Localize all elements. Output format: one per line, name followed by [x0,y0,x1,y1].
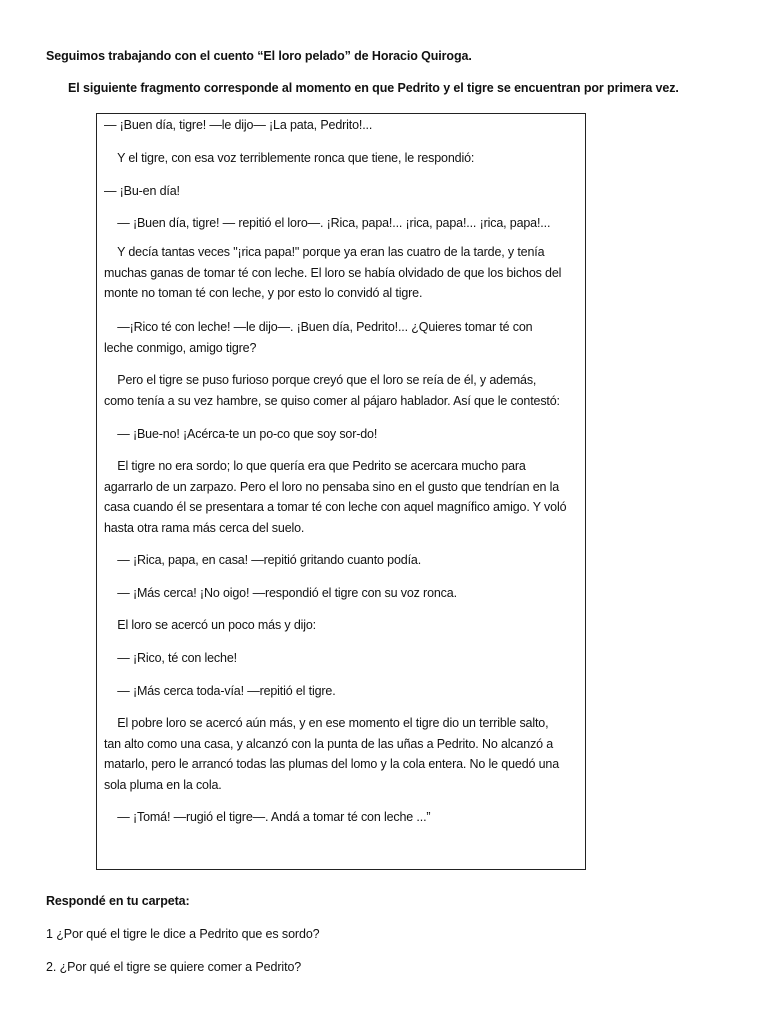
excerpt-paragraph [104,615,582,636]
excerpt-line: casa cuando él se presentara a tomar té con leche con aquel magnífico amigo. Y voló [104,500,567,514]
excerpt-line: El tigre no era sordo; lo que quería era que Pedrito se acercara mucho para [104,459,526,473]
excerpt-line: El loro se acercó un poco más y dijo: [104,618,317,632]
question-2: 2. ¿Por qué el tigre se quiere comer a Pedrito? [46,960,302,974]
excerpt-line: — ¡Buen día, tigre! —le dijo— ¡La pata, Pedrito!... [104,118,373,132]
excerpt-line: tan alto como una casa, y alcanzó con la punta de las uñas a Pedrito. No alcanzó a [104,736,554,751]
excerpt-paragraph [104,148,582,169]
excerpt-paragraph [104,713,582,795]
question-1: 1 ¿Por qué el tigre le dice a Pedrito que es sordo? [46,927,320,941]
excerpt-paragraph [104,583,582,604]
excerpt-line: — ¡Bu-en día! [104,184,180,198]
excerpt-paragraph [104,242,582,304]
excerpt-line: monte no toman té con leche, y por esto lo convidó al tigre. [104,286,423,300]
excerpt-line: Y decía tantas veces "¡rica papa!" porque ya eran las cuatro de la tarde, y tenía [104,245,545,259]
excerpt-paragraph [104,370,582,411]
excerpt-paragraph [104,317,582,358]
excerpt-line: — ¡Más cerca! ¡No oigo! —respondió el tigre con su voz ronca. [104,586,457,600]
excerpt-line: — ¡Rico, té con leche! [104,651,237,665]
excerpt-line: hasta otra rama más cerca del suelo. [104,520,305,535]
excerpt-line: agarrarlo de un zarpazo. Pero el loro no pensaba sino en el gusto que tendrían en la [104,479,560,494]
excerpt-line: — ¡Bue-no! ¡Acérca-te un po-co que soy sor-do! [104,427,378,441]
excerpt-paragraph [104,115,582,136]
excerpt-line: muchas ganas de tomar té con leche. El loro se había olvidado de que los bichos del [104,265,562,280]
questions-heading: Respondé en tu carpeta: [46,894,190,908]
excerpt-paragraph [104,456,582,538]
excerpt-paragraph [104,213,582,234]
excerpt-line: El pobre loro se acercó aún más, y en ese momento el tigre dio un terrible salto, [104,716,549,730]
excerpt-line: — ¡Más cerca toda-vía! —repitió el tigre. [104,684,336,698]
excerpt-line: — ¡Tomá! —rugió el tigre—. Andá a tomar té con leche ...” [104,810,431,824]
excerpt-paragraph [104,807,582,828]
intro-line-1: Seguimos trabajando con el cuento “El loro pelado” de Horacio Quiroga. [46,49,472,63]
excerpt-line: — ¡Rica, papa, en casa! —repitió gritando cuanto podía. [104,553,422,567]
intro-line-2: El siguiente fragmento corresponde al momento en que Pedrito y el tigre se encuentran por primera vez. [68,81,679,95]
excerpt-line: leche conmigo, amigo tigre? [104,340,257,355]
excerpt-paragraph [104,181,582,202]
excerpt-paragraph [104,681,582,702]
excerpt-line: sola pluma en la cola. [104,777,222,792]
excerpt-line: Pero el tigre se puso furioso porque creyó que el loro se reía de él, y además, [104,373,537,387]
excerpt-line: como tenía a su vez hambre, se quiso comer al pájaro hablador. Así que le contestó: [104,393,560,408]
excerpt-line: Y el tigre, con esa voz terriblemente ronca que tiene, le respondió: [104,151,475,165]
excerpt-paragraph [104,550,582,571]
excerpt-paragraph [104,648,582,669]
excerpt-line: — ¡Buen día, tigre! — repitió el loro—. ¡Rica, papa!... ¡rica, papa!... ¡rica, papa!... [104,216,551,230]
excerpt-line: matarlo, pero le arrancó todas las plumas del lomo y la cola entera. No le quedó una [104,757,560,771]
excerpt-line: —¡Rico té con leche! —le dijo—. ¡Buen día, Pedrito!... ¿Quieres tomar té con [104,320,533,334]
excerpt-paragraph [104,424,582,445]
